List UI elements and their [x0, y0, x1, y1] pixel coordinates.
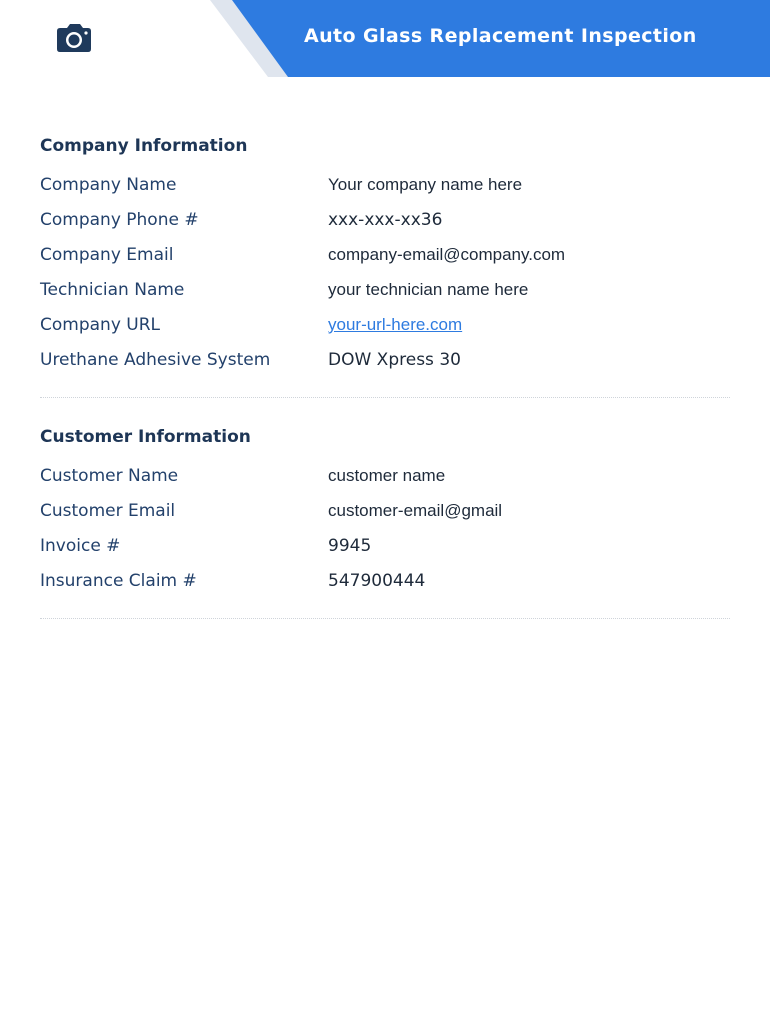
company-email-value: company-email@company.com	[328, 245, 566, 264]
technician-name-row	[40, 280, 730, 310]
company-url-label: Company URL	[40, 315, 161, 335]
customer-name-row	[40, 466, 730, 496]
insurance-claim-label: Insurance Claim #	[40, 571, 197, 591]
company-email-row	[40, 245, 730, 275]
customer-email-label: Customer Email	[40, 501, 176, 521]
customer-email-row	[40, 501, 730, 531]
customer-name-label: Customer Name	[40, 466, 179, 486]
adhesive-system-row	[40, 350, 730, 380]
company-email-label: Company Email	[40, 245, 174, 265]
adhesive-system-label: Urethane Adhesive System	[40, 350, 271, 370]
insurance-claim-row	[40, 571, 730, 601]
company-name-label: Company Name	[40, 175, 177, 195]
invoice-value: 9945	[328, 536, 372, 556]
technician-name-label: Technician Name	[40, 280, 185, 300]
header-banner	[0, 0, 770, 80]
company-section-title: Company Information	[40, 136, 248, 156]
company-phone-value: xxx-xxx-xx36	[328, 210, 443, 230]
insurance-claim-value: 547900444	[328, 571, 426, 591]
customer-email-value: customer-email@gmail	[328, 501, 503, 520]
company-url-link[interactable]: your-url-here.com	[328, 315, 463, 334]
page-title: Auto Glass Replacement Inspection	[304, 25, 697, 47]
company-name-value: Your company name here	[328, 175, 523, 194]
company-url-row	[40, 315, 730, 345]
company-phone-label: Company Phone #	[40, 210, 199, 230]
technician-name-value: your technician name here	[328, 280, 529, 299]
company-phone-row	[40, 210, 730, 240]
company-name-row	[40, 175, 730, 205]
section-divider	[40, 397, 730, 398]
section-divider	[40, 618, 730, 619]
customer-section-title: Customer Information	[40, 427, 251, 447]
camera-icon	[55, 22, 93, 54]
customer-name-value: customer name	[328, 466, 446, 485]
invoice-row	[40, 536, 730, 566]
adhesive-system-value: DOW Xpress 30	[328, 350, 461, 370]
invoice-label: Invoice #	[40, 536, 121, 556]
